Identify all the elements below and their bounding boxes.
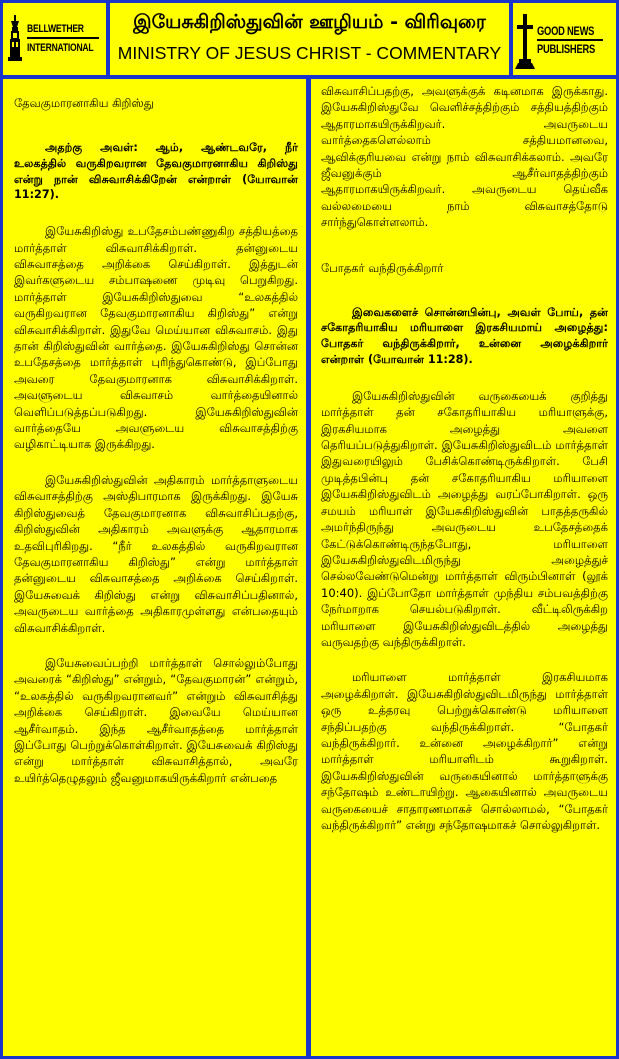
scripture-verse: இவைகளைச் சொன்னபின்பு, அவள் போய், தன் சகோதரியாகிய மரியாளை இரகசியமாய் அழைத்து: போதகர் வந்திருக்கிறார், உன்னை அழைக்கிறார் என்றாள் (யோவான் 11:28). xyxy=(321,305,608,367)
logo-divider xyxy=(537,39,603,41)
title-tamil: இயேசுகிறிஸ்துவின் ஊழியம் - விரிவுரை xyxy=(133,11,486,33)
cross-icon xyxy=(515,14,535,69)
paragraph: இயேசுகிறிஸ்துவின் அதிகாரம் மார்த்தாளுடைய விசுவாசத்திற்கு அஸ்திபாரமாக இருக்கிறது. இயேசு கிறிஸ்துவைத் தேவகுமாரனாக விசுவாசிப்பதற்கு, கிறிஸ்துவின் அதிகாரம் அவளுக்கு ஆதாரமாக உதவிபுரிகிறது. “நீர் உலகத்தில் வருகிறவரான தேவகுமாரனாகிய கிறிஸ்து” என்று மார்த்தாள் தன்னுடைய விசுவாசத்தை அறிக்கை செய்கிறாள். இயேசுவைக் கிறிஸ்து என்று விசுவாசிப்பதினால், அவருடைய வார்த்தை அதிகாரமுள்ளது என்பதையும் விசுவாசிக்கிறாள். xyxy=(14,472,298,635)
right-column xyxy=(311,79,616,1056)
paragraph: இயேசுகிறிஸ்துவின் வருகையைக் குறித்து மார்த்தாள் தன் சகோதரியாகிய மரியாளுக்கு, இரகசியமாக அழைத்து அவளை தெரியப்படுத்துகிறாள். இயேசுகிறிஸ்துவிடம் மார்த்தாள் இதுவரையிலும் பேசிக்கொண்டிருக்கிறாள். பேசி முடித்தபின்பு தன் சகோதரியாகிய மரியாளை இயேசுகிறிஸ்துவிடம் அழைத்து வரப்போகிறாள். ஒரு சமயம் மரியாள் இயேசுகிறிஸ்துவின் பாதத்தருகில் அமர்ந்திருந்து அவருடைய உபதேசத்தைக் கேட்டுக்கொண்டிருந்தபோது, மரியாளை இயேசுகிறிஸ்துவிடமிருந்து அழைத்துச் செல்லவேண்டுமென்று மார்த்தாள் விரும்பினாள் (லூக் 10:40). இப்போதோ மார்த்தாள் முந்திய சம்பவத்திற்கு நேர்மாறாக செயல்படுகிறாள். வீட்டிலிருக்கிற மரியாளை இயேசுகிறிஸ்துவிடத்தில் அழைத்து வருவதற்கு வந்திருக்கிறாள். xyxy=(321,388,608,649)
section-heading: போதகர் வந்திருக்கிறார் xyxy=(321,260,444,275)
logo-text-line2: INTERNATIONAL xyxy=(27,42,94,54)
header-right-logo-panel xyxy=(513,3,616,75)
paragraph: மரியாளை மார்த்தாள் இரகசியமாக அழைக்கிறாள். இயேசுகிறிஸ்துவிடமிருந்து மார்த்தாள் ஒரு உத்தரவு பெற்றுக்கொண்டு மரியாளை சந்திப்பதற்கு வந்திருக்கிறாள். “போதகர் வந்திருக்கிறார். உன்னை அழைக்கிறார்” என்று மார்த்தாள் மரியாளிடம் கூறுகிறாள். இயேசுகிறிஸ்துவின் வருகையினால் மார்த்தாளுக்கு சந்தோஷம் உண்டாயிற்று. ஆகையினால் அவருடைய வருகையைச் சாதாரணமாகச் சொல்லாமல், “போதகர் வந்திருக்கிறார்” என்று சந்தோஷமாகச் சொல்லுகிறாள். xyxy=(321,670,608,832)
header-title-panel xyxy=(110,3,509,75)
title-english: MINISTRY OF JESUS CHRIST - COMMENTARY xyxy=(117,43,502,63)
logo-text-line1: GOOD NEWS xyxy=(537,24,595,38)
scripture-verse: அதற்கு அவள்: ஆம், ஆண்டவரே, நீர் உலகத்தில் வருகிறவரான தேவகுமாரனாகிய கிறிஸ்து என்று நான் விசுவாசிக்கிறேன் என்றாள் (யோவான் 11:27). xyxy=(14,141,298,202)
bell-tower-icon xyxy=(8,15,22,61)
paragraph: இயேசுகிறிஸ்து உபதேசம்பண்ணுகிற சத்தியத்தை மார்த்தாள் விசுவாசிக்கிறாள். தன்னுடைய விசுவாசத்தை அறிக்கை செய்கிறாள். இத்துடன் இவர்களுடைய சம்பாஷணை முடிவு பெறுகிறது. மார்த்தாள் இயேசுகிறிஸ்துவை “உலகத்தில் வருகிறவரான தேவகுமாரனாகிய கிறிஸ்து” என்று விசுவாசிக்கிறாள். இதுவே மெய்யான விசுவாசம். இது தான் கிறிஸ்துவின் வார்த்தை. இயேசுகிறிஸ்து சொன்ன உபதேசத்தை மார்த்தாள் புரிந்துகொண்டு, இப்போது அவரை தேவகுமாரனாக விசுவாசிக்கிறாள். அவளுடைய விசுவாசம் வார்த்தையினால் வெளிப்படுத்தப்படுகிறது. இயேசுகிறிஸ்துவின் வார்த்தையே அவளுடைய விசுவாசத்திற்கு வழிகாட்டியாக இருக்கிறது. xyxy=(14,224,298,452)
paragraph: இயேசுவைப்பற்றி மார்த்தாள் சொல்லும்போது அவரைக் “கிறிஸ்து” என்றும், “தேவகுமாரன்” என்றும், “உலகத்தில் வருகிறவரானவர்” என்றும் விசுவாசித்து அறிக்கை செய்கிறாள். இவையே மெய்யான ஆசீர்வாதம். இந்த ஆசீர்வாதத்தை மார்த்தாள் இப்போது பெற்றுக்கொள்கிறாள். இயேசுவைக் கிறிஸ்து என்று மார்த்தாள் விசுவாசித்தால், அவரே உயிர்த்தெழுதலும் ஜீவனுமாகயிருக்கிறார் என்பதை xyxy=(14,655,298,785)
logo-text-line2: PUBLISHERS xyxy=(537,42,596,56)
section-heading: தேவகுமாரனாகிய கிறிஸ்து xyxy=(14,96,154,110)
paragraph-continuation: விசுவாசிப்பதற்கு, அவளுக்குக் கடினமாக இருக்காது. இயேசுகிறிஸ்துவே வெளிச்சத்திற்கும் சத்தியத்திற்கும் ஆதாரமாகயிருக்கிறவர். அவருடைய வார்த்தைகளெல்லாம் சத்தியமானவை, ஆவிக்குரியவை என்று நாம் விசுவாசிக்கலாம். அவரே ஜீவனுக்கும் ஆசீர்வாதத்திற்கும் ஆதாரமாகயிருக்கிறவர். அவருடைய தெய்வீக வல்லமையை நாம் விசுவாசத்தோடு சார்ந்துகொள்ளலாம். xyxy=(321,84,608,230)
logo-text-line1: BELLWETHER xyxy=(27,23,84,35)
bellwether-logo xyxy=(3,3,106,75)
logo-divider xyxy=(27,37,99,39)
header-left-logo-panel xyxy=(3,3,106,75)
left-column xyxy=(3,79,306,1056)
